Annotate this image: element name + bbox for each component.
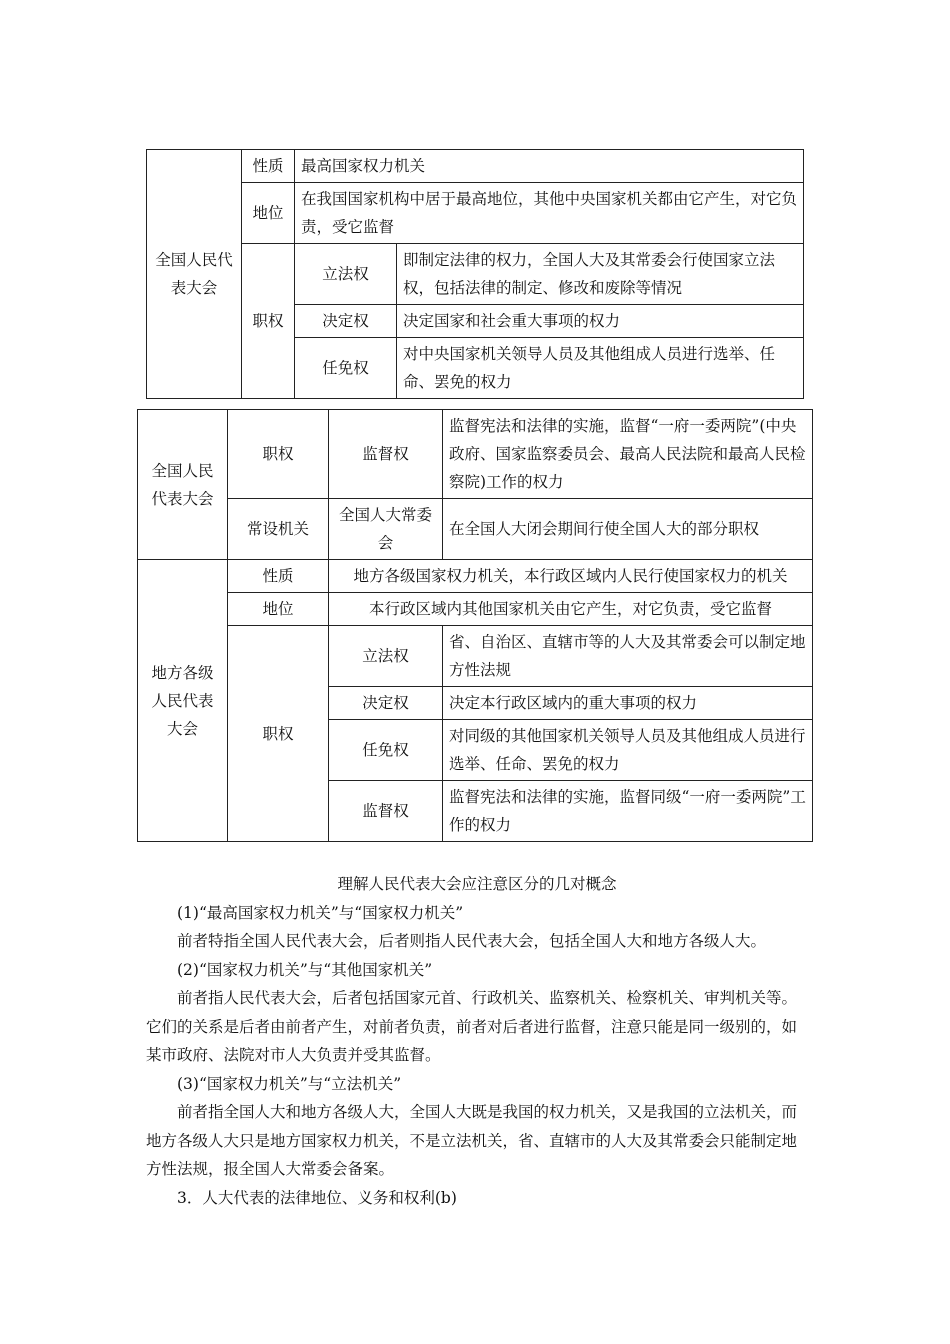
power-desc: 决定国家和社会重大事项的权力: [397, 305, 804, 338]
powers-label: 职权: [228, 410, 329, 499]
power-name: 决定权: [329, 687, 443, 720]
org-cell: 地方各级人民代表大会: [138, 560, 228, 842]
org-cell: 全国人民代表大会: [138, 410, 228, 560]
power-name: 立法权: [329, 626, 443, 687]
npc-table: [146, 149, 804, 399]
status-text: 在我国国家机构中居于最高地位，其他中央国家机关都由它产生，对它负责，受它监督: [295, 183, 804, 244]
power-name: 监督权: [329, 410, 443, 499]
note-title: (3)“国家权力机关”与“立法机关”: [177, 1074, 402, 1093]
standing-name: 全国人大常委会: [329, 499, 443, 560]
power-name: 任免权: [295, 338, 397, 399]
notes-heading: 理解人民代表大会应注意区分的几对概念: [337, 875, 617, 893]
note-body: 前者指全国人大和地方各级人大，全国人大既是我国的权力机关，又是我国的立法机关，而地方各级人大只是地方国家权力机关，不是立法机关，省、直辖市的人大及其常委会只能制定地方性法规，报全国人大常委会备案。: [146, 1103, 798, 1178]
standing-label: 常设机关: [228, 499, 329, 560]
nature-text: 最高国家权力机关: [295, 150, 804, 183]
power-name: 任免权: [329, 720, 443, 781]
note-title: (1)“最高国家权力机关”与“国家权力机关”: [177, 903, 464, 922]
power-desc: 决定本行政区域内的重大事项的权力: [443, 687, 813, 720]
power-desc: 即制定法律的权力，全国人大及其常委会行使国家立法权，包括法律的制定、修改和废除等情况: [397, 244, 804, 305]
notes-section: [146, 870, 808, 1212]
powers-label: 职权: [228, 626, 329, 842]
status-label: 地位: [228, 593, 329, 626]
org-cell: 全国人民代表大会: [147, 150, 242, 399]
power-desc: 对同级的其他国家机关领导人员及其他组成人员进行选举、任命、罢免的权力: [443, 720, 813, 781]
power-desc: 监督宪法和法律的实施，监督“一府一委两院”(中央政府、国家监察委员会、最高人民法院和最高人民检察院)工作的权力: [443, 410, 813, 499]
nature-label: 性质: [228, 560, 329, 593]
note-body: 前者指人民代表大会，后者包括国家元首、行政机关、监察机关、检察机关、审判机关等。它们的关系是后者由前者产生，对前者负责，前者对后者进行监督，注意只能是同一级别的，如某市政府、法院对市人大负责并受其监督。: [146, 989, 798, 1064]
note-body: 前者特指全国人民代表大会，后者则指人民代表大会，包括全国人大和地方各级人大。: [177, 932, 767, 950]
status-text: 本行政区域内其他国家机关由它产生，对它负责，受它监督: [329, 593, 813, 626]
power-name: 立法权: [295, 244, 397, 305]
powers-label: 职权: [242, 244, 295, 399]
section-heading: 3．人大代表的法律地位、义务和权利(b): [177, 1188, 457, 1207]
standing-desc: 在全国人大闭会期间行使全国人大的部分职权: [443, 499, 813, 560]
power-desc: 监督宪法和法律的实施，监督同级“一府一委两院”工作的权力: [443, 781, 813, 842]
nature-label: 性质: [242, 150, 295, 183]
power-desc: 省、自治区、直辖市等的人大及其常委会可以制定地方性法规: [443, 626, 813, 687]
power-name: 决定权: [295, 305, 397, 338]
power-name: 监督权: [329, 781, 443, 842]
note-title: (2)“国家权力机关”与“其他国家机关”: [177, 960, 433, 979]
status-label: 地位: [242, 183, 295, 244]
nature-text: 地方各级国家权力机关，本行政区域内人民行使国家权力的机关: [329, 560, 813, 593]
power-desc: 对中央国家机关领导人员及其他组成人员进行选举、任命、罢免的权力: [397, 338, 804, 399]
congress-table: [137, 409, 813, 842]
